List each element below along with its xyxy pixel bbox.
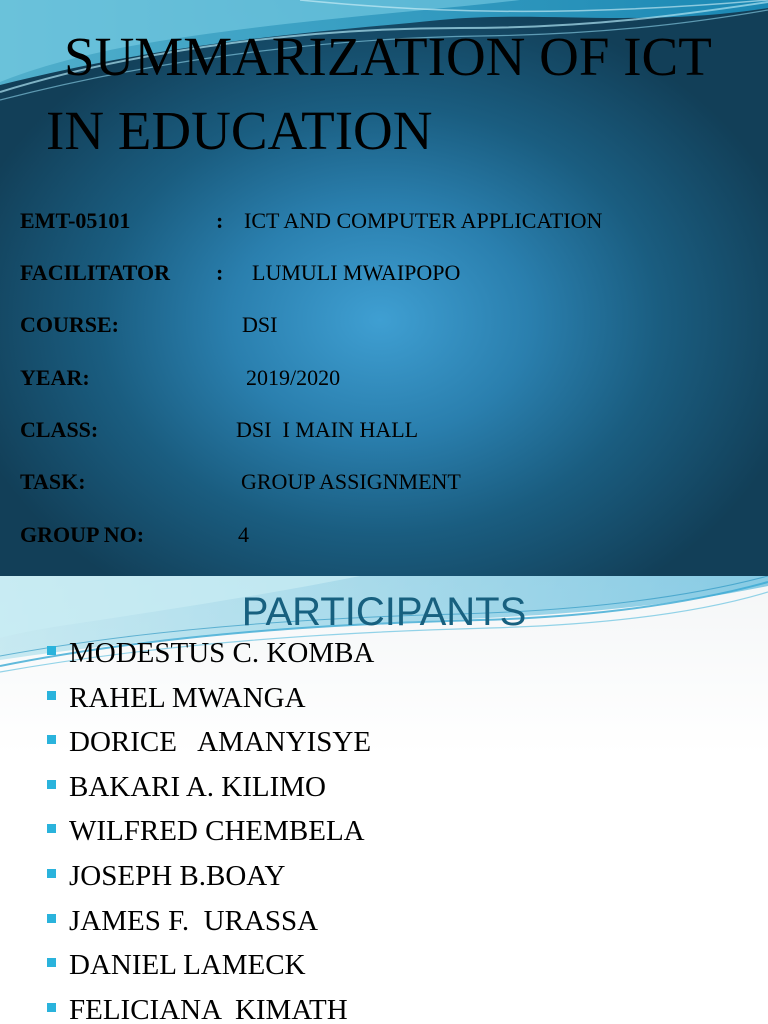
list-item xyxy=(46,633,374,678)
detail-label: GROUP NO: xyxy=(20,522,145,547)
square-bullet-icon xyxy=(47,691,56,700)
list-item xyxy=(46,990,374,1024)
detail-value: GROUP ASSIGNMENT xyxy=(241,469,461,494)
detail-row-year xyxy=(20,363,760,393)
list-item xyxy=(46,722,374,767)
participant-name: WILFRED CHEMBELA xyxy=(69,815,365,848)
participant-name: JAMES F. URASSA xyxy=(69,904,319,937)
participants-slide xyxy=(0,576,768,1024)
detail-row-course xyxy=(20,310,760,340)
participant-name: DORICE AMANYISYE xyxy=(69,726,372,759)
participant-name: BAKARI A. KILIMO xyxy=(69,770,326,803)
detail-label: COURSE: xyxy=(20,312,120,337)
square-bullet-icon xyxy=(47,646,56,655)
detail-value: DSI xyxy=(242,312,278,337)
detail-colon: : xyxy=(216,260,224,285)
detail-row-code xyxy=(20,206,760,236)
square-bullet-icon xyxy=(47,780,56,789)
square-bullet-icon xyxy=(47,914,56,923)
detail-value: 2019/2020 xyxy=(246,365,341,390)
list-item xyxy=(46,678,374,723)
participant-name: DANIEL LAMECK xyxy=(69,949,306,982)
detail-value: LUMULI MWAIPOPO xyxy=(252,260,461,285)
detail-value: DSI I MAIN HALL xyxy=(236,417,419,442)
square-bullet-icon xyxy=(47,958,56,967)
detail-row-class xyxy=(20,415,760,445)
detail-row-task xyxy=(20,467,760,497)
participants-list xyxy=(46,633,374,1024)
participant-name: MODESTUS C. KOMBA xyxy=(69,637,375,669)
detail-label: FACILITATOR xyxy=(20,260,170,285)
detail-label: TASK: xyxy=(20,469,86,494)
detail-value: 4 xyxy=(238,522,249,547)
list-item xyxy=(46,811,374,856)
square-bullet-icon xyxy=(47,735,56,744)
list-item xyxy=(46,901,374,946)
detail-row-group xyxy=(20,520,760,550)
detail-value: ICT AND COMPUTER APPLICATION xyxy=(244,208,603,233)
list-item xyxy=(46,856,374,901)
detail-colon: : xyxy=(216,208,224,233)
detail-label: EMT-05101 xyxy=(20,208,131,233)
list-item xyxy=(46,945,374,990)
detail-label: CLASS: xyxy=(20,417,99,442)
list-item xyxy=(46,767,374,812)
square-bullet-icon xyxy=(47,869,56,878)
participant-name: RAHEL MWANGA xyxy=(69,681,306,714)
detail-row-facilitator xyxy=(20,258,760,288)
participant-name: FELICIANA KIMATH xyxy=(69,993,348,1024)
participant-name: JOSEPH B.BOAY xyxy=(69,859,286,892)
participants-heading: PARTICIPANTS xyxy=(241,590,527,634)
slide-title: SUMMARIZATION OF ICT IN EDUCATION xyxy=(46,26,711,161)
square-bullet-icon xyxy=(47,824,56,833)
detail-label: YEAR: xyxy=(20,365,90,390)
square-bullet-icon xyxy=(47,1003,56,1012)
